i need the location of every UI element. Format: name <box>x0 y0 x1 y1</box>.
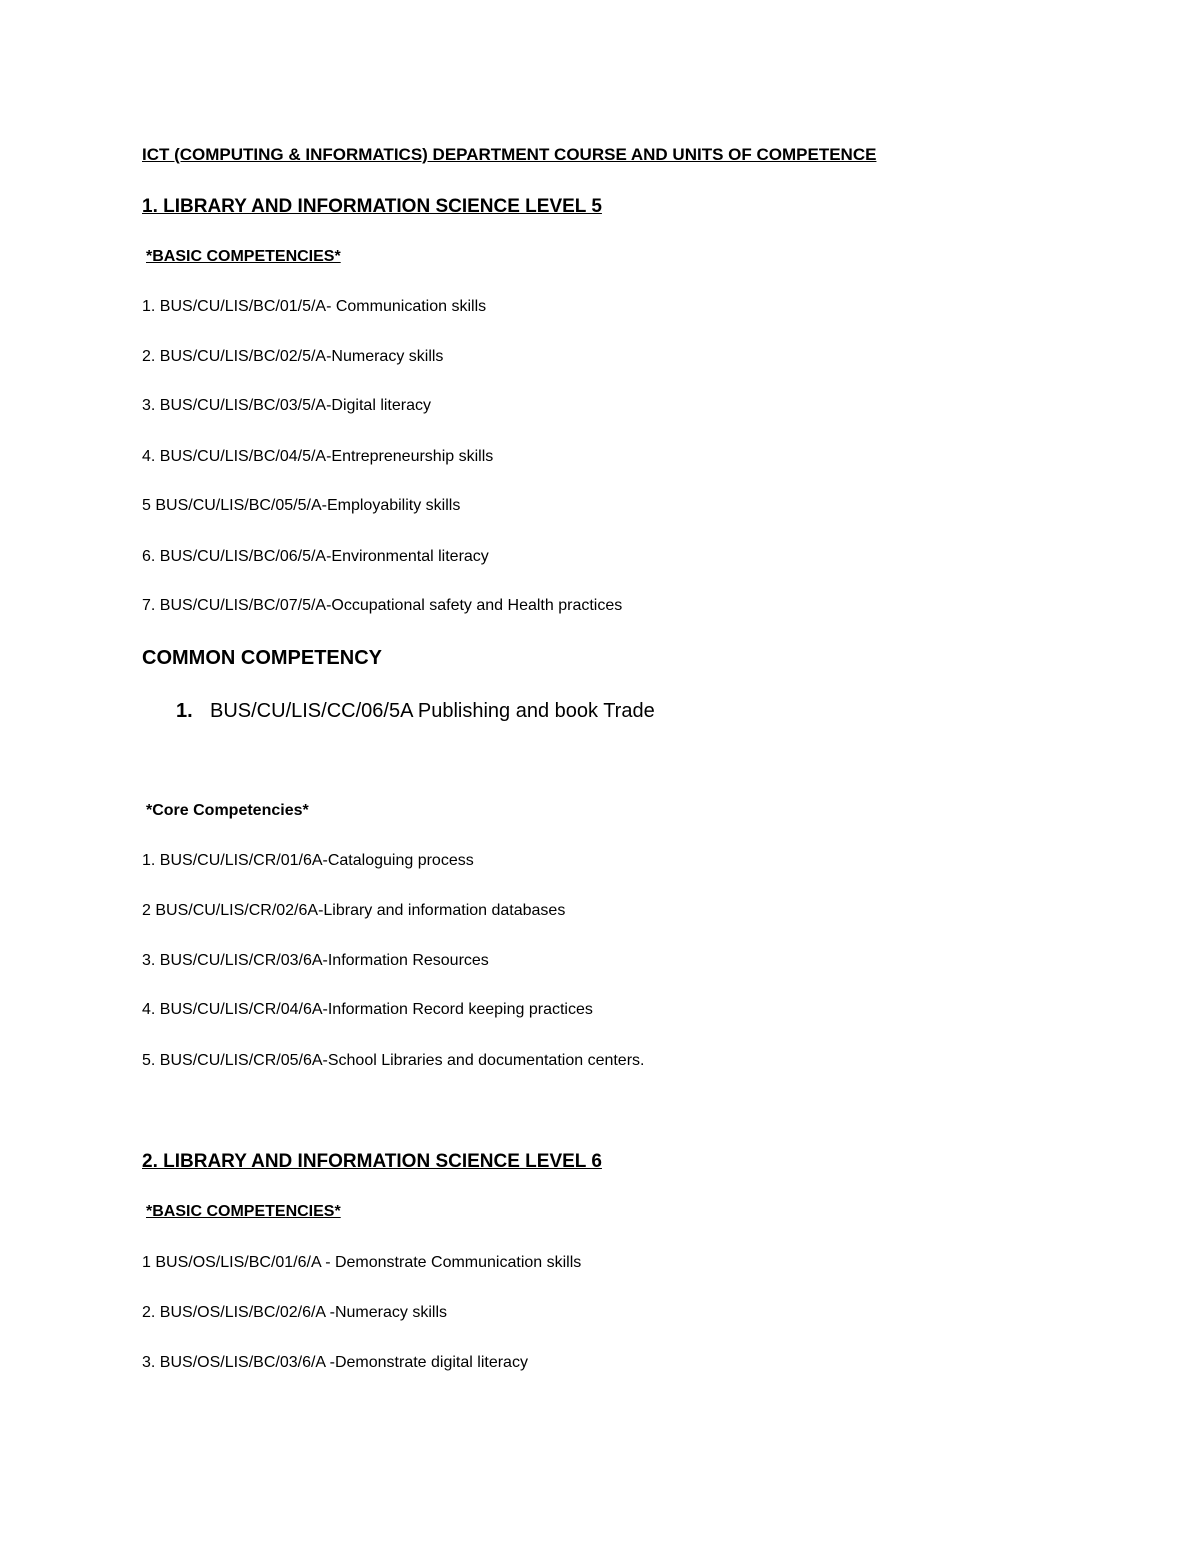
list-item: 3. BUS/CU/LIS/CR/03/6A-Information Resources <box>142 952 489 969</box>
document-title: ICT (COMPUTING & INFORMATICS) DEPARTMENT COURSE AND UNITS OF COMPETENCE <box>142 145 877 164</box>
list-item: 6. BUS/CU/LIS/BC/06/5/A-Environmental literacy <box>142 548 489 565</box>
section-heading-level-5: 1. LIBRARY AND INFORMATION SCIENCE LEVEL 5 <box>142 196 602 217</box>
common-competency-item <box>176 701 655 721</box>
basic-competencies-heading: *BASIC COMPETENCIES* <box>146 1203 341 1220</box>
list-item: 3. BUS/CU/LIS/BC/03/5/A-Digital literacy <box>142 397 431 414</box>
core-competencies-heading: *Core Competencies* <box>146 802 309 819</box>
list-item: 1. BUS/CU/LIS/CR/01/6A-Cataloguing process <box>142 852 474 869</box>
list-item: 7. BUS/CU/LIS/BC/07/5/A-Occupational safety and Health practices <box>142 597 623 614</box>
list-item: 3. BUS/OS/LIS/BC/03/6/A -Demonstrate digital literacy <box>142 1354 528 1371</box>
list-item: 2. BUS/OS/LIS/BC/02/6/A -Numeracy skills <box>142 1304 447 1321</box>
list-number: 1. <box>176 700 193 722</box>
list-item: 2. BUS/CU/LIS/BC/02/5/A-Numeracy skills <box>142 348 444 365</box>
list-item: 2 BUS/CU/LIS/CR/02/6A-Library and information databases <box>142 902 566 919</box>
list-item: 5 BUS/CU/LIS/BC/05/5/A-Employability skills <box>142 497 461 514</box>
list-item: 4. BUS/CU/LIS/BC/04/5/A-Entrepreneurship skills <box>142 448 494 465</box>
list-item: 5. BUS/CU/LIS/CR/05/6A-School Libraries and documentation centers. <box>142 1052 645 1069</box>
common-competency-heading: COMMON COMPETENCY <box>142 647 382 669</box>
list-item: 4. BUS/CU/LIS/CR/04/6A-Information Record keeping practices <box>142 1001 593 1018</box>
list-item: 1 BUS/OS/LIS/BC/01/6/A - Demonstrate Communication skills <box>142 1254 582 1271</box>
basic-competencies-heading: *BASIC COMPETENCIES* <box>146 248 341 265</box>
list-item-text: BUS/CU/LIS/CC/06/5A Publishing and book Trade <box>210 700 655 722</box>
section-heading-level-6: 2. LIBRARY AND INFORMATION SCIENCE LEVEL 6 <box>142 1151 602 1172</box>
list-item: 1. BUS/CU/LIS/BC/01/5/A- Communication skills <box>142 298 487 315</box>
